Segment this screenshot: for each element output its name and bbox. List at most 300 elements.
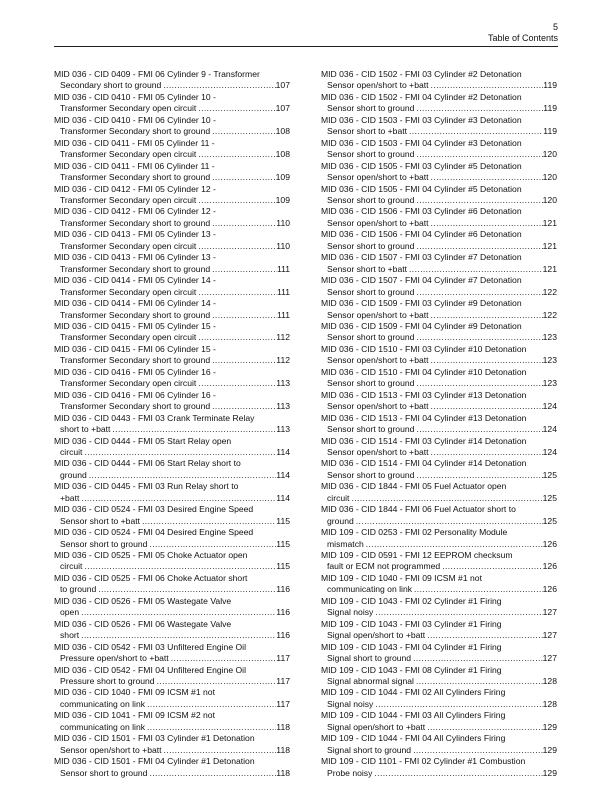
toc-entry-title: MID 036 - CID 1510 - FMI 04 Cylinder #10 Detonation — [321, 366, 527, 377]
toc-entry-subtitle: Sensor short to +batt — [60, 515, 141, 526]
toc-entry[interactable] — [54, 92, 290, 115]
toc-entry-continuation — [54, 516, 290, 527]
toc-entry[interactable] — [54, 458, 290, 481]
page-number: 5 — [552, 22, 558, 32]
toc-entry-title: MID 036 - CID 0415 - FMI 05 Cylinder 15 - — [54, 320, 216, 331]
toc-page-number[interactable]: 125 — [542, 469, 557, 480]
toc-entry-title: MID 109 - CID 1044 - FMI 03 All Cylinders Firing — [321, 710, 506, 721]
dot-leader — [414, 241, 542, 252]
toc-entry-subtitle: ground — [327, 515, 354, 526]
toc-page-number[interactable]: 124 — [542, 424, 557, 435]
toc-entry[interactable] — [54, 161, 290, 184]
toc-page-number[interactable]: 111 — [276, 263, 290, 274]
toc-entry[interactable] — [321, 69, 557, 92]
toc-entry[interactable] — [54, 275, 290, 298]
toc-entry[interactable] — [321, 138, 557, 161]
toc-entry-subtitle: communicating on link — [60, 698, 146, 709]
toc-entry-subtitle: Transformer Secondary short to ground — [60, 263, 211, 274]
toc-entry-continuation — [54, 218, 290, 229]
toc-entry-title: MID 036 - CID 0525 - FMI 05 Choke Actuator open — [54, 550, 248, 561]
toc-page-number[interactable]: 118 — [276, 767, 290, 778]
toc-entry[interactable] — [321, 619, 557, 642]
dot-leader — [414, 195, 542, 206]
toc-page-number[interactable]: 116 — [276, 607, 290, 618]
dot-leader — [414, 332, 542, 343]
toc-page-number[interactable]: 119 — [543, 126, 557, 137]
toc-page-number[interactable]: 128 — [542, 676, 557, 687]
toc-entry-continuation — [321, 699, 557, 710]
dot-leader — [349, 493, 542, 504]
toc-entry-continuation — [54, 355, 290, 366]
dot-leader — [196, 103, 275, 114]
toc-page-number[interactable]: 129 — [542, 744, 557, 755]
toc-page-number[interactable]: 123 — [542, 332, 557, 343]
toc-entry-title: MID 036 - CID 0416 - FMI 05 Cylinder 16 - — [54, 366, 216, 377]
toc-entry-title: MID 036 - CID 1509 - FMI 03 Cylinder #9 Detonation — [321, 298, 522, 309]
toc-page-number[interactable]: 107 — [275, 80, 290, 91]
toc-entry-title: MID 036 - CID 0542 - FMI 04 Unfiltered Engine Oil — [54, 664, 247, 675]
toc-page-number[interactable]: 127 — [542, 653, 557, 664]
toc-entry[interactable] — [54, 367, 290, 390]
toc-entry[interactable] — [321, 756, 557, 779]
toc-entry-continuation — [54, 722, 290, 733]
toc-page-number[interactable]: 109 — [275, 172, 290, 183]
toc-entry-continuation — [54, 126, 290, 137]
toc-entry-continuation — [321, 447, 557, 458]
page-header — [488, 22, 558, 44]
dot-leader — [145, 722, 276, 733]
toc-entry-subtitle: Transformer Secondary short to ground — [60, 126, 211, 137]
toc-entry[interactable] — [321, 115, 557, 138]
toc-entry-title: MID 036 - CID 0413 - FMI 05 Cylinder 13 - — [54, 229, 216, 240]
toc-entry[interactable] — [54, 481, 290, 504]
toc-page-number[interactable]: 126 — [542, 561, 557, 572]
toc-entry[interactable] — [54, 710, 290, 733]
toc-entry-continuation — [321, 722, 557, 733]
dot-leader — [196, 241, 276, 252]
dot-leader — [425, 722, 542, 733]
toc-entry-title: MID 036 - CID 1041 - FMI 09 ICSM #2 not — [54, 710, 215, 721]
dot-leader — [429, 80, 544, 91]
toc-entry-title: MID 036 - CID 0410 - FMI 06 Cylinder 10 - — [54, 114, 216, 125]
toc-entry-title: MID 036 - CID 1040 - FMI 09 ICSM #1 not — [54, 687, 215, 698]
toc-entry[interactable] — [321, 298, 557, 321]
toc-entry[interactable] — [321, 527, 557, 550]
toc-entry-title: MID 036 - CID 1514 - FMI 03 Cylinder #14 Detonation — [321, 435, 527, 446]
toc-entry-subtitle: Signal noisy — [327, 698, 374, 709]
toc-entry-title: MID 036 - CID 1501 - FMI 03 Cylinder #1 Detonation — [54, 733, 255, 744]
toc-entry-continuation — [321, 241, 557, 252]
toc-entry-subtitle: Sensor open/short to +batt — [327, 446, 429, 457]
toc-page-number[interactable]: 110 — [276, 240, 290, 251]
toc-entry-title: MID 036 - CID 1503 - FMI 03 Cylinder #3 Detonation — [321, 114, 522, 125]
toc-entry-continuation — [54, 653, 290, 664]
toc-entry-continuation — [54, 470, 290, 481]
dot-leader — [155, 676, 277, 687]
toc-entry[interactable] — [54, 733, 290, 756]
section-title: Table of Contents — [487, 33, 558, 43]
toc-entry[interactable] — [321, 321, 557, 344]
toc-entry-title: MID 036 - CID 0412 - FMI 06 Cylinder 12 - — [54, 206, 216, 217]
toc-entry[interactable] — [54, 321, 290, 344]
dot-leader — [147, 539, 276, 550]
toc-page-number[interactable]: 120 — [542, 149, 557, 160]
toc-entry-subtitle: communicating on link — [327, 584, 413, 595]
toc-entry-continuation — [54, 264, 290, 275]
toc-entry-subtitle: Sensor open/short to +batt — [60, 744, 162, 755]
toc-entry-subtitle: Sensor open/short to +batt — [327, 355, 429, 366]
toc-entry-subtitle: Transformer Secondary short to ground — [60, 217, 211, 228]
toc-page-number[interactable]: 121 — [542, 263, 557, 274]
toc-entry-subtitle: Sensor short to ground — [60, 538, 148, 549]
toc-entry-title: MID 036 - CID 0411 - FMI 06 Cylinder 11 - — [54, 160, 215, 171]
toc-page-number[interactable]: 117 — [276, 653, 290, 664]
toc-entry[interactable] — [54, 413, 290, 436]
toc-entry-subtitle: Sensor open/short to +batt — [327, 309, 429, 320]
dot-leader — [96, 584, 276, 595]
toc-entry[interactable] — [321, 436, 557, 459]
toc-entry-continuation — [54, 676, 290, 687]
toc-page-number[interactable]: 118 — [276, 744, 290, 755]
dot-leader — [364, 539, 543, 550]
toc-entry-title: MID 036 - CID 0526 - FMI 06 Wastegate Valve — [54, 618, 232, 629]
toc-entry[interactable] — [54, 69, 290, 92]
toc-entry[interactable] — [54, 252, 290, 275]
toc-entry-continuation — [321, 378, 557, 389]
toc-entry[interactable] — [321, 252, 557, 275]
toc-page-number[interactable]: 127 — [542, 607, 557, 618]
toc-entry-title: MID 036 - CID 1844 - FMI 06 Fuel Actuator short to — [321, 504, 516, 515]
toc-entry-title: MID 036 - CID 0526 - FMI 05 Wastegate Valve — [54, 595, 232, 606]
toc-entry[interactable] — [54, 504, 290, 527]
toc-entry[interactable] — [54, 115, 290, 138]
toc-entry-subtitle: fault or ECM not programmed — [327, 561, 441, 572]
toc-entry-subtitle: Transformer Secondary short to ground — [60, 309, 211, 320]
toc-page-number[interactable]: 125 — [542, 492, 557, 503]
dot-leader — [82, 561, 276, 572]
toc-entry-title: MID 036 - CID 1513 - FMI 04 Cylinder #13 Detonation — [321, 412, 527, 423]
toc-page-number[interactable]: 120 — [542, 172, 557, 183]
dot-leader — [407, 126, 543, 137]
toc-entry-subtitle: to ground — [60, 584, 97, 595]
toc-entry-subtitle: Transformer Secondary open circuit — [60, 286, 197, 297]
toc-entry-continuation — [54, 287, 290, 298]
toc-entry-continuation — [54, 493, 290, 504]
toc-page-number[interactable]: 129 — [542, 767, 557, 778]
toc-entry[interactable] — [54, 756, 290, 779]
toc-entry[interactable] — [54, 344, 290, 367]
toc-entry-continuation — [321, 676, 557, 687]
toc-entry[interactable] — [321, 344, 557, 367]
dot-leader — [429, 355, 543, 366]
toc-entry-continuation — [321, 424, 557, 435]
dot-leader — [79, 607, 276, 618]
toc-entry[interactable] — [321, 92, 557, 115]
toc-entry-continuation — [54, 768, 290, 779]
toc-entry[interactable] — [54, 527, 290, 550]
toc-entry[interactable] — [321, 504, 557, 527]
toc-page-number[interactable]: 123 — [542, 378, 557, 389]
toc-entry[interactable] — [54, 138, 290, 161]
toc-entry[interactable] — [54, 229, 290, 252]
toc-entry-continuation — [54, 195, 290, 206]
toc-entry-subtitle: Transformer Secondary open circuit — [60, 240, 197, 251]
toc-entry-title: MID 109 - CID 1044 - FMI 02 All Cylinders Firing — [321, 687, 506, 698]
toc-entry[interactable] — [321, 413, 557, 436]
toc-entry-continuation — [321, 332, 557, 343]
toc-entry-subtitle: Transformer Secondary short to ground — [60, 401, 211, 412]
toc-page-number[interactable]: 113 — [276, 401, 290, 412]
toc-entry-subtitle: Signal abnormal signal — [327, 676, 414, 687]
toc-entry-subtitle: Sensor short to ground — [327, 286, 415, 297]
dot-leader — [414, 424, 542, 435]
toc-entry-title: MID 036 - CID 0412 - FMI 05 Cylinder 12 - — [54, 183, 216, 194]
dot-leader — [169, 653, 277, 664]
toc-entry[interactable] — [321, 367, 557, 390]
toc-page-number[interactable]: 113 — [276, 424, 290, 435]
toc-entry-subtitle: Sensor short to ground — [327, 194, 415, 205]
toc-entry-subtitle: Probe noisy — [327, 767, 373, 778]
toc-entry-continuation — [54, 401, 290, 412]
toc-entry-title: MID 036 - CID 0409 - FMI 06 Cylinder 9 - Transformer — [54, 69, 260, 79]
toc-entry-continuation — [321, 653, 557, 664]
toc-entry-subtitle: Sensor open/short to +batt — [327, 80, 429, 91]
toc-page-number[interactable]: 126 — [542, 538, 557, 549]
toc-entry-subtitle: Pressure short to ground — [60, 676, 155, 687]
toc-entry[interactable] — [321, 550, 557, 573]
toc-entry-subtitle: Sensor short to ground — [327, 469, 415, 480]
toc-entry[interactable] — [54, 184, 290, 207]
toc-entry[interactable] — [321, 573, 557, 596]
dot-leader — [79, 493, 276, 504]
toc-entry-title: MID 109 - CID 0591 - FMI 12 EEPROM checksum — [321, 550, 513, 561]
toc-entry-subtitle: ground — [60, 469, 87, 480]
toc-page-number[interactable]: 111 — [276, 286, 290, 297]
toc-page-number[interactable]: 119 — [543, 80, 557, 91]
toc-entry-subtitle: Signal open/short to +batt — [327, 721, 426, 732]
toc-entry[interactable] — [321, 458, 557, 481]
toc-entry[interactable] — [54, 619, 290, 642]
toc-page-number[interactable]: 122 — [542, 309, 557, 320]
dot-leader — [210, 172, 276, 183]
toc-entry-title: MID 036 - CID 0524 - FMI 03 Desired Engine Speed — [54, 504, 254, 515]
toc-page-number[interactable]: 118 — [276, 721, 290, 732]
toc-page-number[interactable]: 115 — [276, 561, 290, 572]
toc-entry-subtitle: mismatch — [327, 538, 364, 549]
toc-entry-continuation — [54, 447, 290, 458]
dot-leader — [429, 172, 543, 183]
toc-entry[interactable] — [54, 596, 290, 619]
toc-page-number[interactable]: 110 — [276, 217, 290, 228]
toc-entry-subtitle: Transformer Secondary open circuit — [60, 194, 197, 205]
dot-leader — [429, 310, 543, 321]
toc-entry[interactable] — [54, 573, 290, 596]
toc-page-number[interactable]: 117 — [276, 676, 290, 687]
dot-leader — [147, 768, 276, 779]
dot-leader — [162, 745, 277, 756]
toc-entry-continuation — [321, 470, 557, 481]
toc-entry-title: MID 036 - CID 0411 - FMI 05 Cylinder 11 - — [54, 137, 215, 148]
toc-entry-subtitle: short to +batt — [60, 424, 111, 435]
toc-entry-subtitle: Signal short to ground — [327, 653, 412, 664]
toc-entry-continuation — [54, 584, 290, 595]
toc-entry-subtitle: Sensor open/short to +batt — [327, 217, 429, 228]
dot-leader — [414, 676, 543, 687]
toc-page-number[interactable]: 111 — [276, 309, 290, 320]
toc-entry-subtitle: circuit — [60, 446, 83, 457]
toc-entry[interactable] — [54, 298, 290, 321]
toc-entry-title: MID 036 - CID 0525 - FMI 06 Choke Actuator short — [54, 572, 248, 583]
toc-page-number[interactable]: 125 — [542, 515, 557, 526]
toc-entry-continuation — [54, 630, 290, 641]
toc-entry[interactable] — [321, 275, 557, 298]
toc-entry-subtitle: communicating on link — [60, 721, 146, 732]
toc-entry-continuation — [54, 149, 290, 160]
toc-entry[interactable] — [54, 687, 290, 710]
toc-entry[interactable] — [321, 642, 557, 665]
toc-entry[interactable] — [54, 550, 290, 573]
toc-page-number[interactable]: 124 — [542, 446, 557, 457]
dot-leader — [425, 630, 542, 641]
toc-page-number[interactable]: 112 — [276, 332, 290, 343]
toc-page-number[interactable]: 122 — [542, 286, 557, 297]
toc-page-number[interactable]: 120 — [542, 194, 557, 205]
dot-leader — [429, 218, 543, 229]
toc-entry-continuation — [54, 424, 290, 435]
toc-entry-title: MID 109 - CID 1101 - FMI 02 Cylinder #1 Combustion — [321, 756, 526, 767]
toc-entry-title: MID 036 - CID 1507 - FMI 04 Cylinder #7 Detonation — [321, 275, 522, 286]
toc-entry-continuation — [321, 401, 557, 412]
toc-entry-title: MID 109 - CID 1043 - FMI 04 Cylinder #1 Firing — [321, 641, 502, 652]
toc-page-number[interactable]: 116 — [276, 584, 290, 595]
toc-entry-title: MID 036 - CID 1502 - FMI 04 Cylinder #2 Detonation — [321, 91, 522, 102]
toc-page-number[interactable]: 114 — [276, 492, 290, 503]
toc-entry[interactable] — [54, 390, 290, 413]
toc-entry-subtitle: Secondary short to ground — [60, 80, 162, 91]
toc-entry-title: MID 036 - CID 0542 - FMI 03 Unfiltered Engine Oil — [54, 641, 247, 652]
toc-entry-subtitle: Transformer Secondary open circuit — [60, 149, 197, 160]
toc-page-number[interactable]: 123 — [542, 355, 557, 366]
dot-leader — [145, 699, 276, 710]
dot-leader — [196, 378, 276, 389]
toc-entry[interactable] — [321, 665, 557, 688]
toc-page-number[interactable]: 107 — [275, 103, 290, 114]
toc-page-number[interactable]: 109 — [275, 194, 290, 205]
toc-column-right — [321, 69, 557, 779]
toc-entry-continuation — [321, 630, 557, 641]
toc-page-number[interactable]: 128 — [542, 698, 557, 709]
toc-entry[interactable] — [321, 229, 557, 252]
dot-leader — [414, 103, 543, 114]
toc-page-number[interactable]: 115 — [276, 515, 290, 526]
toc-entry[interactable] — [321, 161, 557, 184]
toc-entry-subtitle: +batt — [60, 492, 80, 503]
toc-entry[interactable] — [54, 206, 290, 229]
toc-entry-continuation — [321, 195, 557, 206]
toc-entry[interactable] — [321, 390, 557, 413]
toc-page-number[interactable]: 114 — [276, 469, 290, 480]
toc-entry-subtitle: Signal noisy — [327, 607, 374, 618]
toc-entry[interactable] — [321, 184, 557, 207]
dot-leader — [87, 470, 277, 481]
toc-page-number[interactable]: 121 — [542, 240, 557, 251]
dot-leader — [210, 218, 276, 229]
dot-leader — [429, 447, 543, 458]
toc-entry-subtitle: Sensor short to ground — [327, 240, 415, 251]
toc-entry[interactable] — [54, 665, 290, 688]
toc-entry-title: MID 109 - CID 1043 - FMI 02 Cylinder #1 Firing — [321, 595, 502, 606]
toc-entry-continuation — [54, 378, 290, 389]
toc-entry-title: MID 036 - CID 1502 - FMI 03 Cylinder #2 Detonation — [321, 69, 522, 79]
toc-entry-title: MID 109 - CID 1040 - FMI 09 ICSM #1 not — [321, 572, 482, 583]
toc-entry-title: MID 036 - CID 1505 - FMI 04 Cylinder #5 Detonation — [321, 183, 522, 194]
toc-entry-subtitle: Sensor short to +batt — [327, 126, 408, 137]
toc-entry-subtitle: Transformer Secondary open circuit — [60, 332, 197, 343]
toc-page-number[interactable]: 115 — [276, 538, 290, 549]
toc-entry-continuation — [321, 218, 557, 229]
header-divider — [54, 46, 558, 47]
dot-leader — [407, 264, 543, 275]
toc-entry[interactable] — [321, 733, 557, 756]
toc-entry-continuation — [54, 332, 290, 343]
toc-page-number[interactable]: 127 — [542, 630, 557, 641]
toc-page-number[interactable]: 108 — [275, 149, 290, 160]
toc-page-number[interactable]: 112 — [276, 355, 290, 366]
toc-page-number[interactable]: 124 — [542, 401, 557, 412]
dot-leader — [440, 561, 542, 572]
dot-leader — [354, 516, 543, 527]
toc-entry-continuation — [321, 355, 557, 366]
toc-entry-continuation — [54, 241, 290, 252]
dot-leader — [412, 584, 543, 595]
toc-entry-continuation — [321, 310, 557, 321]
toc-entry-continuation — [54, 103, 290, 114]
toc-entry[interactable] — [321, 206, 557, 229]
toc-entry-title: MID 036 - CID 1503 - FMI 04 Cylinder #3 Detonation — [321, 137, 522, 148]
toc-entry[interactable] — [321, 710, 557, 733]
toc-entry-continuation — [321, 768, 557, 779]
toc-entry[interactable] — [54, 436, 290, 459]
dot-leader — [414, 287, 542, 298]
toc-entry-title: MID 036 - CID 0524 - FMI 04 Desired Engine Speed — [54, 527, 254, 538]
toc-entry-title: MID 036 - CID 0445 - FMI 03 Run Relay short to — [54, 481, 239, 492]
toc-entry[interactable] — [321, 481, 557, 504]
toc-entry-subtitle: Sensor short to ground — [327, 103, 415, 114]
toc-entry-continuation — [54, 80, 290, 91]
toc-page-number[interactable]: 113 — [276, 378, 290, 389]
toc-page-number[interactable]: 129 — [542, 721, 557, 732]
toc-entry[interactable] — [321, 687, 557, 710]
dot-leader — [411, 745, 543, 756]
toc-page-number[interactable]: 116 — [276, 630, 290, 641]
toc-page-number[interactable]: 121 — [542, 217, 557, 228]
toc-page-number[interactable]: 119 — [543, 103, 557, 114]
toc-entry[interactable] — [321, 596, 557, 619]
toc-page-number[interactable]: 117 — [276, 698, 290, 709]
toc-entry-title: MID 109 - CID 1043 - FMI 03 Cylinder #1 Firing — [321, 618, 502, 629]
toc-entry-continuation — [54, 745, 290, 756]
toc-entry-continuation — [321, 149, 557, 160]
toc-page-number[interactable]: 114 — [276, 446, 290, 457]
toc-page-number[interactable]: 108 — [275, 126, 290, 137]
toc-entry-title: MID 036 - CID 1506 - FMI 03 Cylinder #6 Detonation — [321, 206, 522, 217]
toc-entry-title: MID 036 - CID 0443 - FMI 03 Crank Terminate Relay — [54, 412, 255, 423]
toc-entry-subtitle: Sensor short to ground — [327, 149, 415, 160]
toc-entry-subtitle: circuit — [60, 561, 83, 572]
toc-page-number[interactable]: 126 — [542, 584, 557, 595]
toc-entry[interactable] — [54, 642, 290, 665]
dot-leader — [79, 630, 276, 641]
